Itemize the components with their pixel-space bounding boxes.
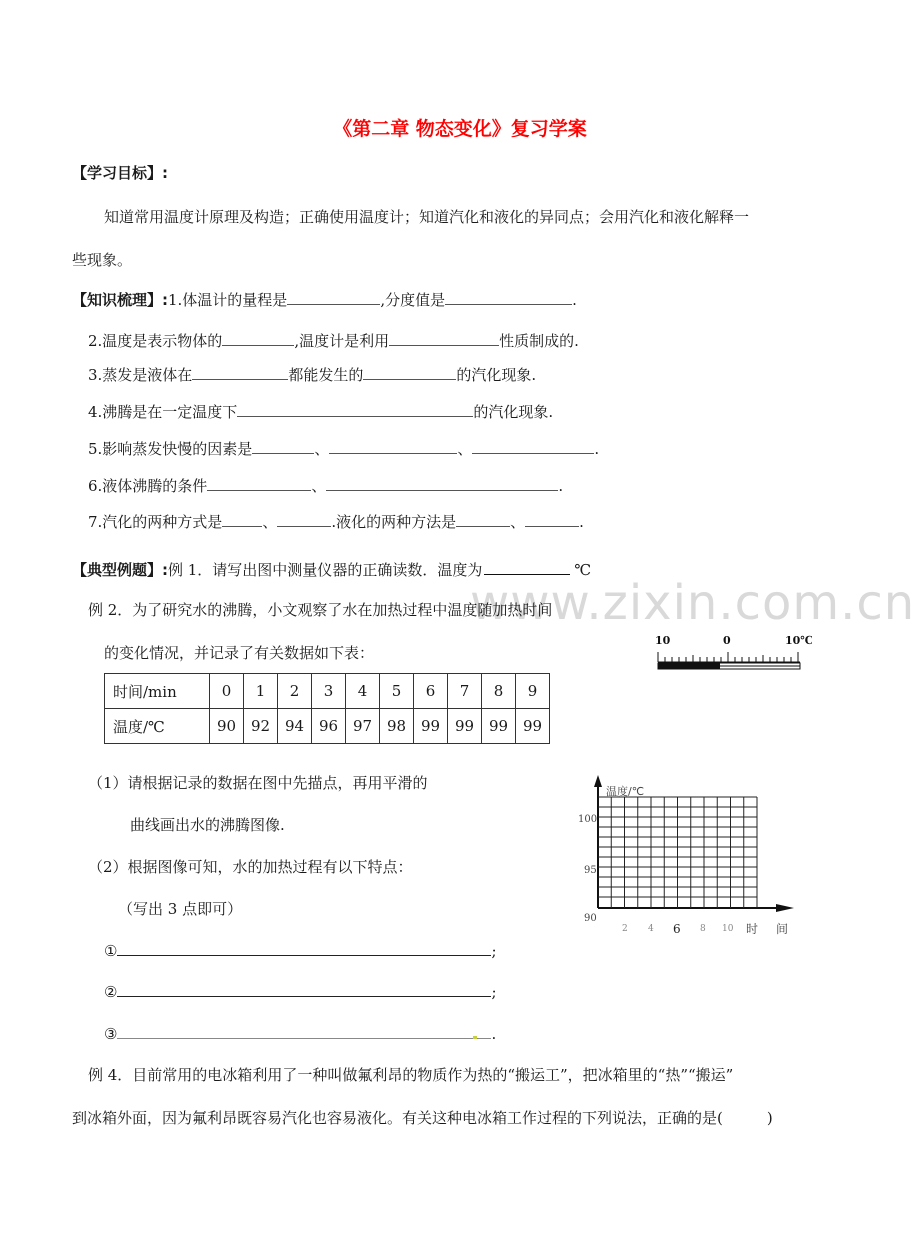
table-cell: 96 [312,709,346,744]
question-1-line1: （1）请根据记录的数据在图中先描点，再用平滑的 [88,774,428,792]
knowledge-item-7 [88,512,584,532]
knowledge-item-4 [88,402,553,422]
svg-text:100: 100 [578,814,598,825]
item-text: 6.液体沸腾的条件 [88,477,208,495]
knowledge-item-2 [88,331,579,351]
item-text: ,温度计是利用 [294,332,390,350]
example-4-line1: 例 4．目前常用的电冰箱利用了一种叫做氟利昂的物质作为热的“搬运工”，把冰箱里的“热”“搬运” [88,1066,734,1084]
question-2-line1: （2）根据图像可知，水的加热过程有以下特点： [88,858,413,876]
example-1 [72,560,591,580]
table-cell: 3 [312,674,346,709]
fill-blank[interactable] [456,512,510,527]
knowledge-item-5 [88,439,599,459]
item-text: 2.温度是表示物体的 [88,332,223,350]
item-text: ,分度值是 [380,291,446,309]
svg-text:4: 4 [648,924,654,934]
table-cell: 99 [448,709,482,744]
fill-blank[interactable] [287,290,380,305]
fill-blank[interactable] [525,512,579,527]
table-cell: 92 [244,709,278,744]
answer-line-3 [104,1024,496,1043]
circled-number: ① [104,942,118,960]
svg-text:时: 时 [746,922,759,935]
item-text: 的汽化现象. [473,403,554,421]
svg-text:10: 10 [655,634,671,647]
knowledge-heading: 【知识梳理】: [72,291,168,309]
example-2-line2: 的变化情况，并记录了有关数据如下表： [104,644,375,662]
row-header-temperature: 温度/℃ [105,709,210,744]
item-text: . [572,291,577,309]
item-text: 7.汽化的两种方式是 [88,513,223,531]
table-cell: 99 [482,709,516,744]
table-cell: 98 [380,709,414,744]
boiling-chart-grid [576,775,816,935]
table-cell: 7 [448,674,482,709]
table-row [105,674,550,709]
example-1-text: 例 1．请写出图中测量仪器的正确读数．温度为 [168,561,483,579]
fill-blank[interactable] [207,476,311,491]
knowledge-item-3 [88,365,536,385]
circled-number: ③ [104,1025,118,1043]
temperature-reading-blank[interactable] [484,560,570,575]
separator: 、 [262,513,278,531]
table-cell: 90 [210,709,244,744]
item-text: 1.体温计的量程是 [168,291,288,309]
fill-blank[interactable] [222,331,294,346]
fill-blank[interactable] [277,512,331,527]
table-cell: 4 [346,674,380,709]
fill-blank[interactable] [222,512,262,527]
svg-text:95: 95 [584,865,597,876]
fill-blank[interactable] [326,476,558,491]
svg-text:10: 10 [722,924,734,934]
separator: 、 [457,440,473,458]
table-cell: 9 [516,674,550,709]
item-text: 5.影响蒸发快慢的因素是 [88,440,253,458]
objectives-text-line2: 些现象。 [72,251,133,269]
fill-blank[interactable] [252,439,314,454]
answer-blank[interactable] [117,1024,491,1039]
separator: ; [491,983,497,1001]
svg-text:8: 8 [700,924,706,934]
separator: . [579,513,584,531]
paren-close: ) [766,1109,773,1127]
table-cell: 6 [414,674,448,709]
separator: . [594,440,600,458]
fill-blank[interactable] [329,439,457,454]
table-cell: 5 [380,674,414,709]
fill-blank[interactable] [445,290,572,305]
svg-text:6: 6 [673,922,681,935]
item-text: 3.蒸发是液体在 [88,366,193,384]
item-text: 的汽化现象. [456,366,537,384]
row-header-time: 时间/min [105,674,210,709]
svg-text:2: 2 [622,924,628,934]
fill-blank[interactable] [363,365,456,380]
knowledge-item-6 [88,476,563,496]
svg-text:90: 90 [584,913,597,924]
fill-blank[interactable] [237,402,473,417]
example-2-line1: 例 2．为了研究水的沸腾，小文观察了水在加热过程中温度随加热时间 [88,601,553,619]
svg-text:10℃: 10℃ [785,634,812,647]
thermometer-figure [652,630,812,675]
circled-number: ② [104,983,118,1001]
table-cell: 1 [244,674,278,709]
item-text: 性质制成的. [499,332,579,350]
question-1-line2: 曲线画出水的沸腾图像. [130,816,285,834]
item-text: .液化的两种方法是 [331,513,457,531]
separator: 、 [314,440,330,458]
example-4-text: 到冰箱外面，因为氟利昂既容易汽化也容易液化。有关这种电冰箱工作过程的下列说法，正确的是( [72,1109,723,1127]
fill-blank[interactable] [472,439,594,454]
separator: . [491,1025,497,1043]
objectives-heading: 【学习目标】: [72,164,168,182]
separator: 、 [510,513,526,531]
table-cell: 0 [210,674,244,709]
table-cell: 99 [414,709,448,744]
fill-blank[interactable] [192,365,288,380]
objectives-text-line1: 知道常用温度计原理及构造；正确使用温度计；知道汽化和液化的异同点；会用汽化和液化解释一 [104,208,750,226]
knowledge-item-1 [72,290,577,310]
examples-heading: 【典型例题】: [72,561,168,579]
answer-blank[interactable] [117,941,491,956]
separator: . [558,477,564,495]
answer-blank[interactable] [117,982,491,997]
item-text: 都能发生的 [288,366,364,384]
item-text: 4.沸腾是在一定温度下 [88,403,238,421]
table-cell: 2 [278,674,312,709]
table-cell: 99 [516,709,550,744]
question-2-line2: （写出 3 点即可） [118,900,243,918]
table-row [105,709,550,744]
answer-line-2 [104,982,497,1001]
separator: 、 [311,477,327,495]
svg-text:间: 间 [776,922,789,935]
example-4-line2 [72,1108,773,1128]
svg-text:温度/℃: 温度/℃ [606,785,645,798]
answer-line-1 [104,941,497,960]
green-marker [473,1036,477,1039]
separator: ; [491,942,497,960]
unit-label: ℃ [574,561,592,579]
watermark: www.zixin.com.cn [470,575,916,631]
page-title: 《第二章 物态变化》复习学案 [333,118,587,140]
data-table [104,673,550,744]
fill-blank[interactable] [389,331,499,346]
table-cell: 97 [346,709,380,744]
table-cell: 94 [278,709,312,744]
svg-text:0: 0 [723,634,731,647]
table-cell: 8 [482,674,516,709]
